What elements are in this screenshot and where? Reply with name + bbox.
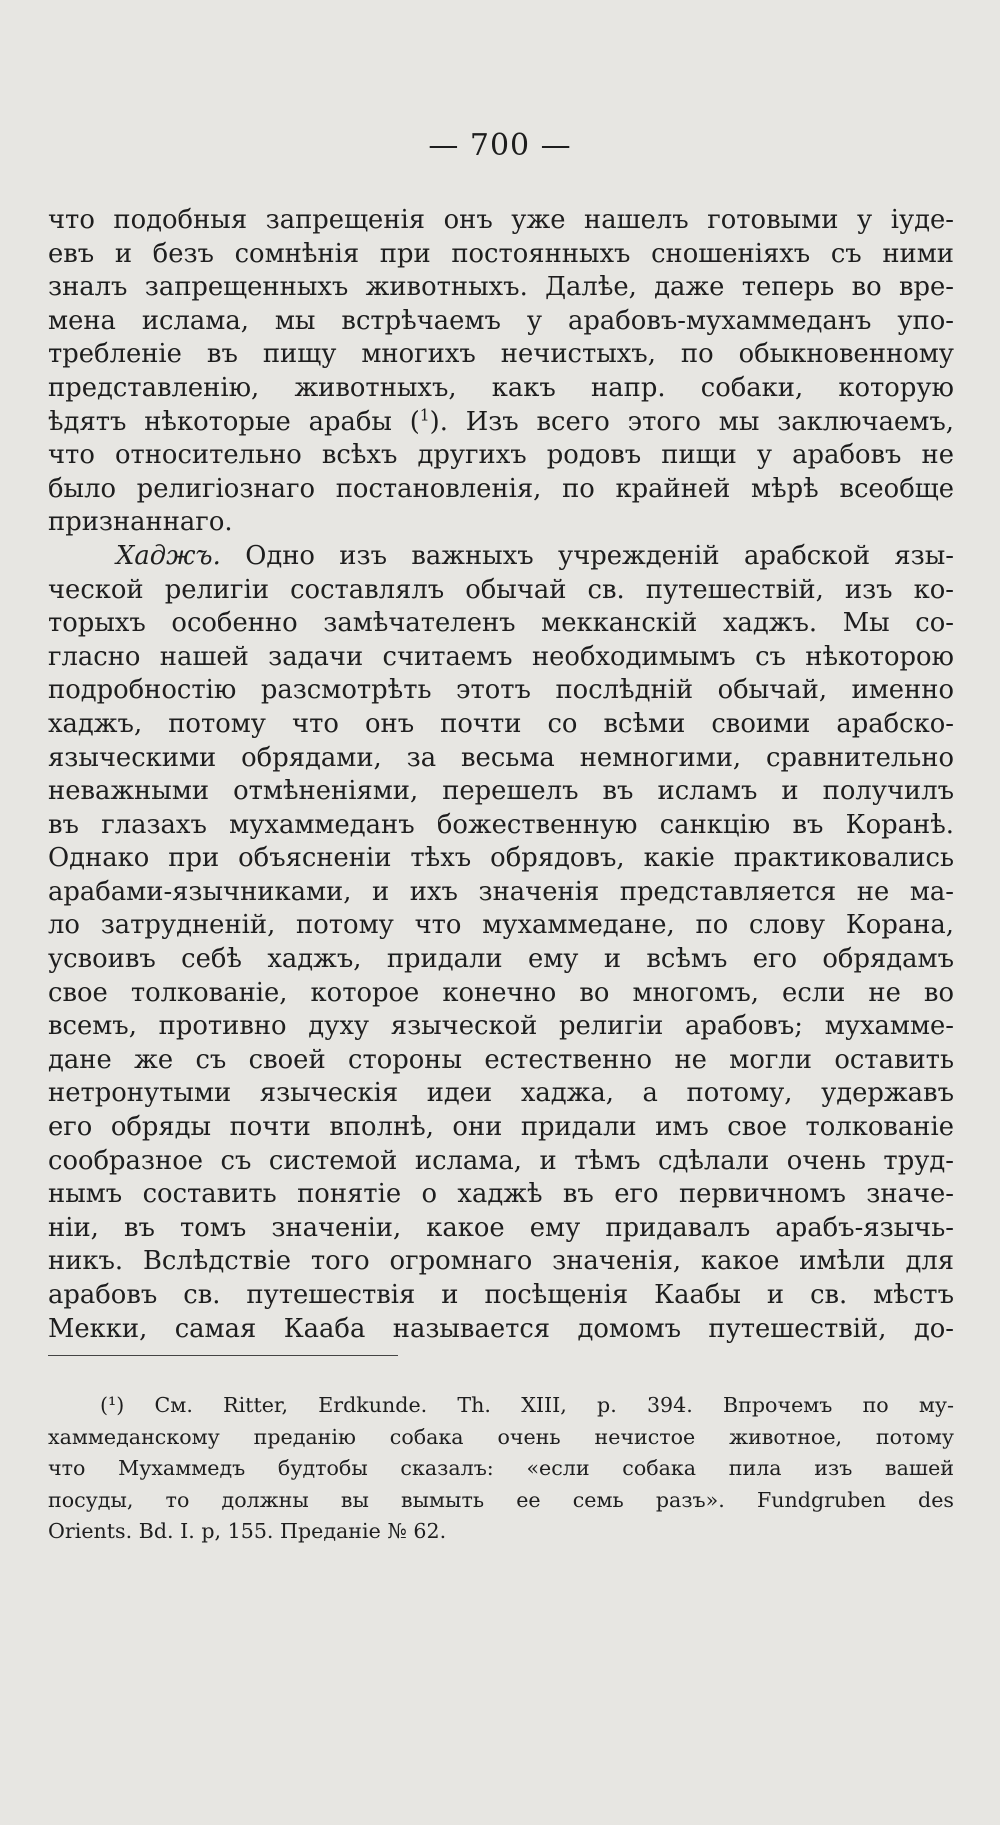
text-line: что подобныя запрещенія онъ уже нашелъ готовыми у іуде- (48, 205, 954, 235)
section-heading: Хаджъ. (116, 540, 221, 571)
text-line: арабами-язычниками, и ихъ значенія представляется не ма- (48, 876, 954, 907)
footnote-line: посуды, то должны вы вымыть ее семь разъ». Fundgruben des (48, 1487, 954, 1512)
text-line: подробностію разсмотрѣть этотъ послѣдній обычай, именно (48, 675, 954, 706)
footnote-line: Orients. Bd. I. p, 155. Преданіе № 62. (48, 1519, 447, 1543)
text-line: что относительно всѣхъ другихъ родовъ пищи у арабовъ не (48, 440, 954, 471)
footnote-marker: 1 (419, 405, 430, 424)
text-line: дане же съ своей стороны естественно не могли оставить (48, 1044, 954, 1075)
text-line: ческой религіи составлялъ обычай св. путешествій, изъ ко- (48, 574, 954, 605)
footnote-line: что Мухаммедъ будтобы сказалъ: «если собака пила изъ вашей (48, 1456, 954, 1480)
page-number: — 700 — (428, 128, 572, 163)
text-line: гласно нашей задачи считаемъ необходимымъ съ нѣкоторою (48, 641, 954, 672)
text-line: языческими обрядами, за весьма немногими, сравнительно (48, 742, 954, 773)
text-line: свое толкованіе, которое конечно во многомъ, если не во (48, 977, 954, 1008)
footnote (48, 1390, 954, 1548)
text-line: нетронутыми языческія идеи хаджа, а потому, удержавъ (48, 1078, 954, 1109)
text-line: было религіознаго постановленія, по крайней мѣрѣ всеобще (48, 473, 954, 504)
text-line: ніи, въ томъ значеніи, какое ему придавалъ арабъ-язычь- (48, 1212, 954, 1243)
text-line: арабовъ св. путешествія и посѣщенія Каабы и св. мѣстъ (48, 1280, 954, 1310)
text-segment: См. Ritter, Erdkunde. Th. XIII, p. 394. Впрочемъ по му- (154, 1393, 955, 1417)
text-line: Однако при объясненіи тѣхъ обрядовъ, какіе практиковались (48, 843, 954, 874)
text-line: признаннаго. (48, 507, 233, 538)
text-line: всемъ, противно духу языческой религіи арабовъ; мухамме- (48, 1011, 954, 1042)
text-line (48, 406, 954, 440)
text-line: представленію, животныхъ, какъ напр. собаки, которую (48, 372, 954, 403)
text-line: неважными отмѣненіями, перешелъ въ исламъ и получилъ (48, 776, 954, 807)
text-line: нымъ составить понятіе о хаджѣ въ его первичномъ значе- (48, 1179, 954, 1210)
footnote-line: хаммеданскому преданію собака очень нечистое животное, потому (48, 1424, 954, 1449)
text-line: мена ислама, мы встрѣчаемъ у арабовъ-мухаммеданъ упо- (48, 305, 954, 336)
text-line: никъ. Вслѣдствіе того огромнаго значенія, какое имѣли для (48, 1246, 954, 1277)
main-text (48, 204, 954, 1346)
text-segment: ). Изъ всего этого мы заключаемъ, (429, 406, 954, 437)
text-segment: ѣдятъ нѣкоторые арабы ( (48, 406, 420, 437)
text-line: ло затрудненій, потому что мухаммедане, по слову Корана, (48, 910, 954, 941)
text-line: зналъ запрещенныхъ животныхъ. Далѣе, даже теперь во вре- (48, 272, 954, 303)
footnote-divider (48, 1355, 398, 1356)
text-line: торыхъ особенно замѣчателенъ мекканскій хаджъ. Мы со- (48, 608, 954, 639)
text-line: Мекки, самая Кааба называется домомъ путешествій, до- (48, 1313, 954, 1344)
text-line: усвоивъ себѣ хаджъ, придали ему и всѣмъ его обрядамъ (48, 944, 954, 975)
text-segment: Одно изъ важныхъ учрежденій арабской язы- (245, 540, 955, 571)
text-line: требленіе въ пищу многихъ нечистыхъ, по обыкновенному (48, 339, 954, 370)
text-line: въ глазахъ мухаммеданъ божественную санкцію въ Коранѣ. (48, 809, 954, 840)
text-line: хаджъ, потому что онъ почти со всѣми своими арабско- (48, 708, 954, 739)
footnote-line (48, 1390, 954, 1422)
text-line (48, 540, 954, 574)
footnote-marker: (¹) (100, 1393, 125, 1417)
text-line: сообразное съ системой ислама, и тѣмъ сдѣлали очень труд- (48, 1145, 954, 1176)
text-line: его обряды почти вполнѣ, они придали имъ свое толкованіе (48, 1112, 954, 1143)
text-line: евъ и безъ сомнѣнія при постоянныхъ сношеніяхъ съ ними (48, 238, 954, 269)
